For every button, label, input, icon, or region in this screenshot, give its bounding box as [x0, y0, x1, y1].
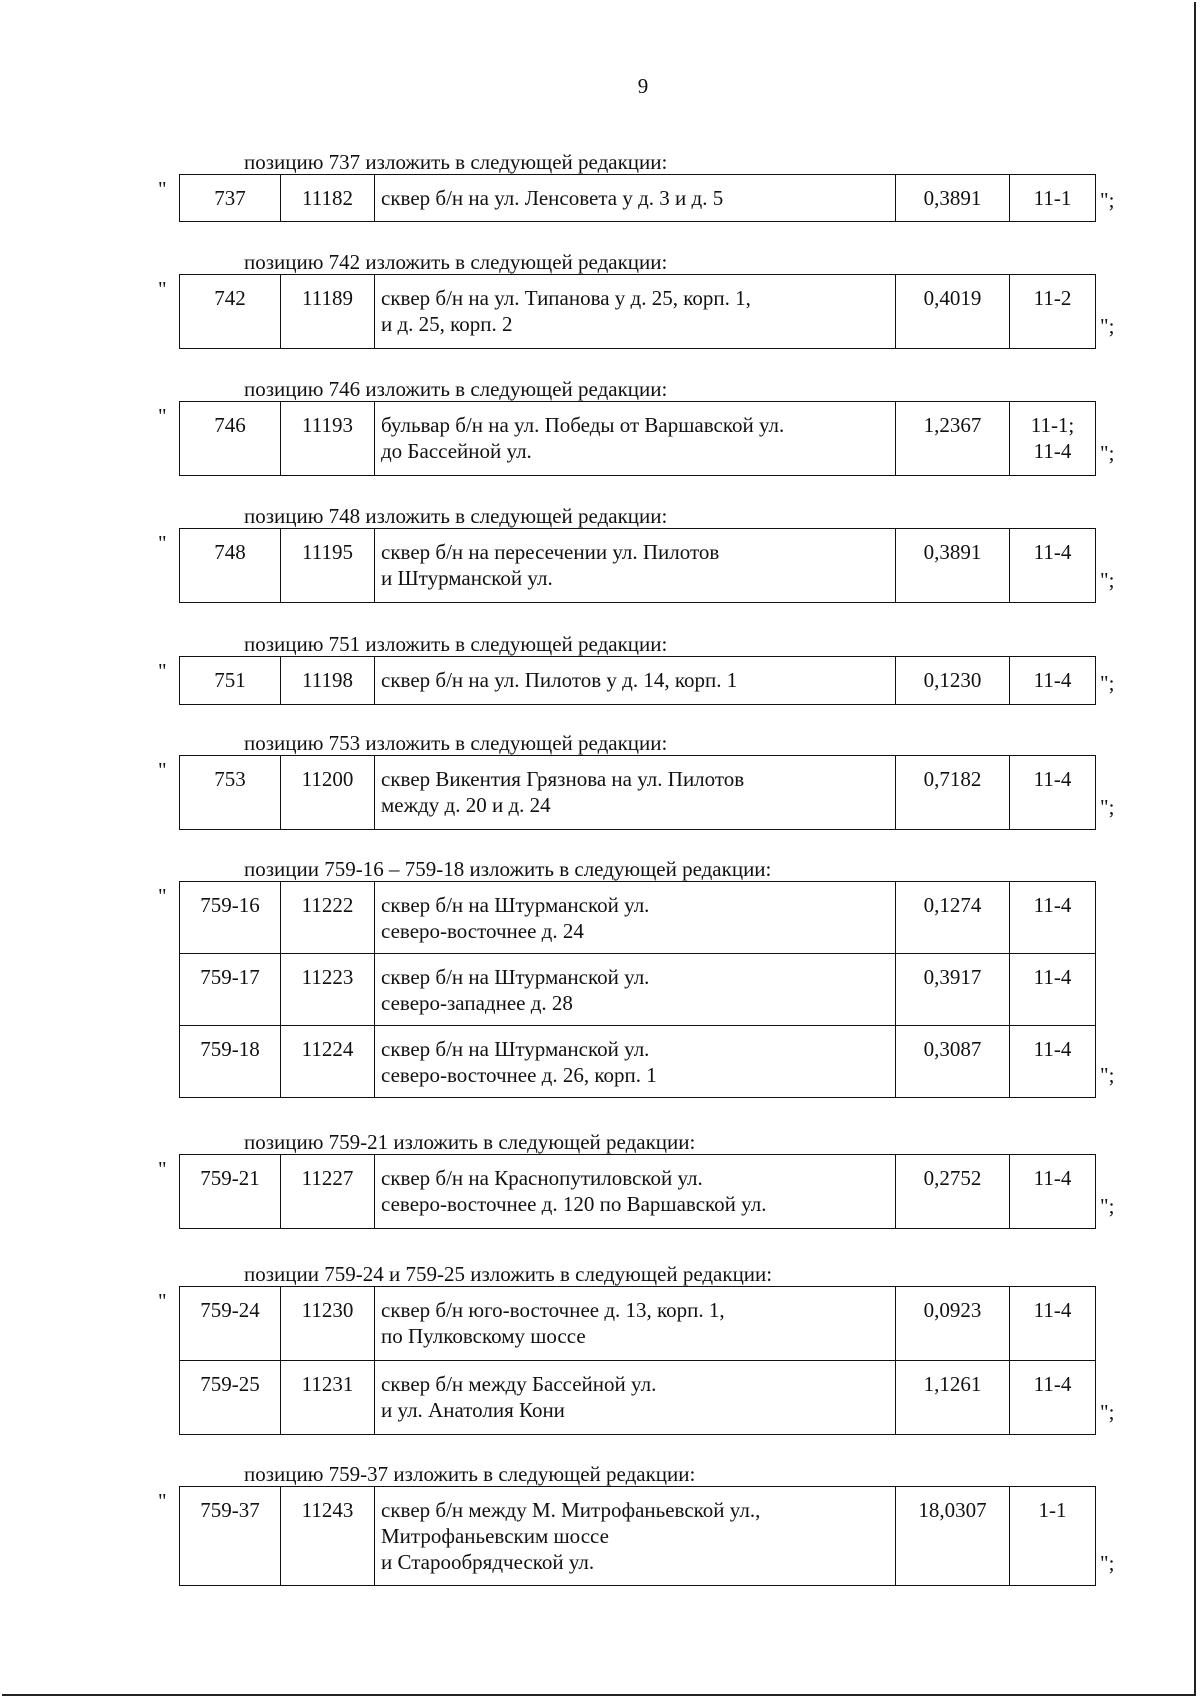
closing-quote: ";: [1100, 1063, 1115, 1087]
section-caption: позиции 759-24 и 759-25 изложить в следующей редакции:: [244, 1262, 773, 1286]
name-line: и Штурманской ул.: [381, 566, 553, 590]
name-line: до Бассейной ул.: [381, 439, 532, 463]
entries-table: [179, 1154, 1096, 1229]
closing-quote: ";: [1100, 188, 1115, 212]
zone-line: 11-4: [1033, 1166, 1072, 1190]
zone-line: 11-4: [1033, 668, 1072, 692]
position-cell: 759-16: [180, 882, 281, 954]
area-cell: 0,0923: [896, 1287, 1010, 1361]
zone-cell: [1010, 1026, 1096, 1098]
table-row: [180, 1287, 1096, 1361]
zone-line: 11-4: [1033, 1037, 1072, 1061]
name-cell: [375, 1487, 896, 1586]
closing-quote: ";: [1100, 568, 1115, 592]
opening-quote: ": [158, 404, 167, 428]
entries-table: [179, 528, 1096, 603]
code-cell: 11222: [281, 882, 375, 954]
area-cell: 0,4019: [896, 275, 1010, 349]
name-line: сквер б/н на ул. Ленсовета у д. 3 и д. 5: [381, 186, 724, 210]
entries-table: [179, 401, 1096, 476]
closing-quote: ";: [1100, 441, 1115, 465]
opening-quote: ": [158, 531, 167, 555]
zone-line: 11-4: [1033, 439, 1072, 463]
name-line: сквер б/н на Краснопутиловской ул.: [381, 1166, 703, 1190]
zone-cell: [1010, 1361, 1096, 1435]
section-caption: позицию 759-21 изложить в следующей редакции:: [244, 1130, 696, 1154]
zone-line: 11-4: [1033, 893, 1072, 917]
opening-quote: ": [158, 1489, 167, 1513]
name-line: бульвар б/н на ул. Победы от Варшавской ул.: [381, 413, 785, 437]
table-row: [180, 954, 1096, 1026]
table-row: [180, 275, 1096, 349]
zone-cell: [1010, 756, 1096, 830]
name-line: сквер б/н на Штурманской ул.: [381, 965, 650, 989]
zone-cell: [1010, 657, 1096, 705]
area-cell: 0,3917: [896, 954, 1010, 1026]
name-line: и Старообрядческой ул.: [381, 1550, 595, 1574]
position-cell: 746: [180, 402, 281, 476]
area-cell: 1,1261: [896, 1361, 1010, 1435]
table-row: [180, 1487, 1096, 1586]
opening-quote: ": [158, 1289, 167, 1313]
name-cell: [375, 756, 896, 830]
name-cell: [375, 657, 896, 705]
table-row: [180, 657, 1096, 705]
area-cell: 18,0307: [896, 1487, 1010, 1586]
zone-line: 11-4: [1033, 1298, 1072, 1322]
name-cell: [375, 275, 896, 349]
zone-cell: [1010, 1287, 1096, 1361]
name-line: и ул. Анатолия Кони: [381, 1398, 565, 1422]
code-cell: 11243: [281, 1487, 375, 1586]
name-cell: [375, 1287, 896, 1361]
name-cell: [375, 175, 896, 222]
name-line: северо-восточнее д. 24: [381, 919, 584, 943]
name-line: по Пулковскому шоссе: [381, 1324, 586, 1348]
name-line: сквер б/н между М. Митрофаньевской ул.,: [381, 1498, 761, 1522]
name-cell: [375, 402, 896, 476]
name-line: северо-восточнее д. 120 по Варшавской ул.: [381, 1192, 767, 1216]
closing-quote: ";: [1100, 1194, 1115, 1218]
zone-line: 11-4: [1033, 1372, 1072, 1396]
name-cell: [375, 882, 896, 954]
table-row: [180, 175, 1096, 222]
closing-quote: ";: [1100, 1551, 1115, 1575]
zone-line: 11-1: [1033, 186, 1072, 210]
zone-cell: [1010, 175, 1096, 222]
name-line: сквер б/н на пересечении ул. Пилотов: [381, 540, 720, 564]
zone-line: 11-1;: [1030, 413, 1075, 437]
entries-table: [179, 1286, 1096, 1435]
name-cell: [375, 1361, 896, 1435]
entries-table: [179, 174, 1096, 222]
name-cell: [375, 1155, 896, 1229]
zone-line: 11-4: [1033, 965, 1072, 989]
name-line: и д. 25, корп. 2: [381, 312, 513, 336]
name-line: северо-восточнее д. 26, корп. 1: [381, 1063, 657, 1087]
name-line: сквер б/н юго-восточнее д. 13, корп. 1,: [381, 1298, 725, 1322]
closing-quote: ";: [1100, 671, 1115, 695]
name-line: сквер б/н на ул. Типанова у д. 25, корп. 1,: [381, 286, 751, 310]
table-row: [180, 756, 1096, 830]
position-cell: 759-18: [180, 1026, 281, 1098]
section-caption: позицию 746 изложить в следующей редакции:: [244, 377, 668, 401]
area-cell: 0,1230: [896, 657, 1010, 705]
zone-line: 11-2: [1033, 286, 1072, 310]
area-cell: 0,7182: [896, 756, 1010, 830]
zone-cell: [1010, 275, 1096, 349]
position-cell: 751: [180, 657, 281, 705]
table-row: [180, 882, 1096, 954]
section-caption: позицию 742 изложить в следующей редакции:: [244, 250, 668, 274]
section-caption: позицию 748 изложить в следующей редакции:: [244, 504, 668, 528]
code-cell: 11193: [281, 402, 375, 476]
table-row: [180, 1155, 1096, 1229]
area-cell: 0,1274: [896, 882, 1010, 954]
opening-quote: ": [158, 758, 167, 782]
closing-quote: ";: [1100, 795, 1115, 819]
table-row: [180, 402, 1096, 476]
code-cell: 11195: [281, 529, 375, 603]
page-number: 9: [637, 74, 649, 98]
zone-cell: [1010, 1487, 1096, 1586]
section-caption: позицию 759-37 изложить в следующей редакции:: [244, 1462, 696, 1486]
position-cell: 759-25: [180, 1361, 281, 1435]
name-line: сквер б/н на Штурманской ул.: [381, 893, 650, 917]
closing-quote: ";: [1100, 1400, 1115, 1424]
position-cell: 742: [180, 275, 281, 349]
name-line: северо-западнее д. 28: [381, 991, 573, 1015]
name-cell: [375, 1026, 896, 1098]
area-cell: 1,2367: [896, 402, 1010, 476]
zone-cell: [1010, 954, 1096, 1026]
name-line: сквер Викентия Грязнова на ул. Пилотов: [381, 767, 745, 791]
position-cell: 737: [180, 175, 281, 222]
section-caption: позиции 759-16 – 759-18 изложить в следующей редакции:: [244, 857, 772, 881]
name-cell: [375, 529, 896, 603]
zone-cell: [1010, 882, 1096, 954]
opening-quote: ": [158, 177, 167, 201]
position-cell: 748: [180, 529, 281, 603]
position-cell: 759-37: [180, 1487, 281, 1586]
code-cell: 11231: [281, 1361, 375, 1435]
name-line: сквер б/н на ул. Пилотов у д. 14, корп. 1: [381, 668, 738, 692]
section-caption: позицию 751 изложить в следующей редакции:: [244, 632, 668, 656]
name-line: сквер б/н на Штурманской ул.: [381, 1037, 650, 1061]
area-cell: 0,2752: [896, 1155, 1010, 1229]
zone-cell: [1010, 1155, 1096, 1229]
zone-line: 1-1: [1038, 1498, 1067, 1522]
area-cell: 0,3891: [896, 175, 1010, 222]
zone-cell: [1010, 529, 1096, 603]
entries-table: [179, 1486, 1096, 1586]
zone-cell: [1010, 402, 1096, 476]
closing-quote: ";: [1100, 314, 1115, 338]
zone-line: 11-4: [1033, 540, 1072, 564]
opening-quote: ": [158, 659, 167, 683]
position-cell: 753: [180, 756, 281, 830]
position-cell: 759-17: [180, 954, 281, 1026]
code-cell: 11189: [281, 275, 375, 349]
entries-table: [179, 881, 1096, 1098]
position-cell: 759-24: [180, 1287, 281, 1361]
code-cell: 11230: [281, 1287, 375, 1361]
entries-table: [179, 755, 1096, 830]
code-cell: 11227: [281, 1155, 375, 1229]
section-caption: позицию 753 изложить в следующей редакции:: [244, 731, 668, 755]
code-cell: 11182: [281, 175, 375, 222]
zone-line: 11-4: [1033, 767, 1072, 791]
table-row: [180, 1026, 1096, 1098]
name-line: между д. 20 и д. 24: [381, 793, 551, 817]
table-row: [180, 1361, 1096, 1435]
section-caption: позицию 737 изложить в следующей редакции:: [244, 150, 668, 174]
name-line: сквер б/н между Бассейной ул.: [381, 1372, 657, 1396]
opening-quote: ": [158, 884, 167, 908]
position-cell: 759-21: [180, 1155, 281, 1229]
area-cell: 0,3087: [896, 1026, 1010, 1098]
opening-quote: ": [158, 1157, 167, 1181]
entries-table: [179, 274, 1096, 349]
table-row: [180, 529, 1096, 603]
entries-table: [179, 656, 1096, 705]
code-cell: 11200: [281, 756, 375, 830]
name-line: Митрофаньевским шоссе: [381, 1524, 609, 1548]
area-cell: 0,3891: [896, 529, 1010, 603]
code-cell: 11223: [281, 954, 375, 1026]
name-cell: [375, 954, 896, 1026]
code-cell: 11198: [281, 657, 375, 705]
opening-quote: ": [158, 277, 167, 301]
code-cell: 11224: [281, 1026, 375, 1098]
